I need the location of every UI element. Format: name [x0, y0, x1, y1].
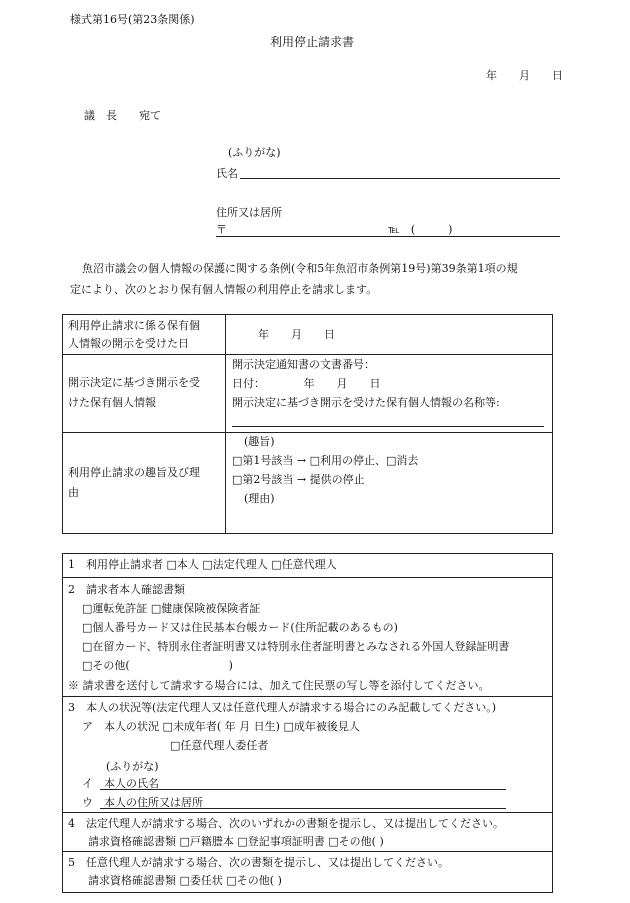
row2-label-line1: 開示決定に基づき開示を受 — [68, 376, 200, 389]
table2-divider-4 — [62, 851, 553, 852]
section3-status-row[interactable]: ア 本人の状況 □未成年者( 年 月 日生) □成年被後見人 — [82, 720, 360, 733]
row3-label-line2: 由 — [68, 486, 79, 499]
section3-name-label: イ 本人の氏名 — [82, 777, 159, 790]
item2-checkbox-row[interactable]: □第2号該当 → 提供の停止 — [232, 473, 365, 486]
principal-name-field[interactable] — [100, 789, 506, 790]
applicant-name-field[interactable] — [240, 178, 560, 179]
applicant-name-label: 氏名 — [216, 167, 238, 180]
row2-label-line2: けた保有個人情報 — [68, 396, 156, 409]
section3-address-label: ウ 本人の住所又は居所 — [82, 796, 203, 809]
section4-documents-row[interactable]: 請求資格確認書類 □戸籍謄本 □登記事項証明書 □その他( ) — [88, 835, 384, 848]
item1-checkbox-row[interactable]: □第1号該当 → □利用の停止、□消去 — [232, 454, 419, 467]
row3-label-line1: 利用停止請求の趣旨及び理 — [68, 466, 200, 479]
table2-divider-3 — [62, 812, 553, 813]
section3-furigana-label: (ふりがな) — [106, 760, 159, 773]
intro-line-1: 魚沼市議会の個人情報の保護に関する条例(令和5年魚沼市条例第19号)第39条第1項の規 — [82, 262, 518, 275]
section4-title: 4 法定代理人が請求する場合、次のいずれかの書類を提示し、又は提出してください。 — [68, 817, 504, 830]
intro-line-2: 定により、次のとおり保有個人情報の利用停止を請求します。 — [70, 283, 378, 296]
postal-mark: 〒 — [216, 223, 227, 236]
table1-column-divider — [225, 314, 226, 534]
addressee: 議 長 宛て — [84, 109, 161, 122]
applicant-address-field[interactable] — [216, 236, 560, 237]
date-field: 年 月 日 — [486, 69, 563, 82]
row1-label-line1: 利用停止請求に係る保有個 — [68, 319, 200, 332]
section3-status-row2[interactable]: □任意代理人委任者 — [170, 739, 269, 752]
applicant-furigana-label: (ふりがな) — [228, 146, 281, 159]
section2-line1[interactable]: □運転免許証 □健康保険被保険者証 — [82, 602, 261, 615]
disclosure-date-field[interactable]: 年 月 日 — [258, 328, 335, 341]
section2-line2[interactable]: □個人番号カード又は住民基本台帳カード(住所記載のあるもの) — [82, 621, 398, 634]
applicant-address-label: 住所又は居所 — [216, 206, 282, 219]
purpose-label: (趣旨) — [244, 435, 275, 448]
principal-address-field[interactable] — [100, 808, 506, 809]
table1-row-divider-2 — [62, 432, 553, 433]
info-name-field[interactable] — [232, 426, 544, 427]
notice-date-field[interactable]: 日付： 年 月 日 — [232, 377, 381, 390]
row1-label-line2: 人情報の開示を受けた日 — [68, 337, 189, 350]
document-number-field[interactable]: 開示決定通知書の文書番号： — [232, 358, 375, 371]
section3-title: 3 本人の状況等(法定代理人又は任意代理人が請求する場合にのみ記載してください。) — [68, 701, 497, 714]
section2-line4[interactable]: □その他( ) — [82, 659, 233, 672]
table2-divider-2 — [62, 696, 553, 697]
section1-requester-type[interactable]: 1 利用停止請求者 □本人 □法定代理人 □任意代理人 — [68, 558, 337, 571]
info-name-field-label: 開示決定に基づき開示を受けた保有個人情報の名称等: — [232, 396, 500, 409]
reason-label: (理由) — [244, 492, 275, 505]
section2-note: ※ 請求書を送付して請求する場合には、加えて住民票の写し等を添付してください。 — [68, 679, 490, 692]
section5-title: 5 任意代理人が請求する場合、次の書類を提示し、又は提出してください。 — [68, 856, 449, 869]
section2-line3[interactable]: □在留カード、特別永住者証明書又は特別永住者証明書とみなされる外国人登録証明書 — [82, 640, 510, 653]
form-number: 様式第16号(第23条関係) — [70, 13, 195, 26]
table1-row-divider-1 — [62, 354, 553, 355]
table2-divider-1 — [62, 577, 553, 578]
tel-label: ℡ ( ) — [388, 223, 453, 236]
section2-title: 2 請求者本人確認書類 — [68, 583, 185, 596]
page-title: 利用停止請求書 — [270, 35, 355, 49]
section5-documents-row[interactable]: 請求資格確認書類 □委任状 □その他( ) — [88, 874, 282, 887]
